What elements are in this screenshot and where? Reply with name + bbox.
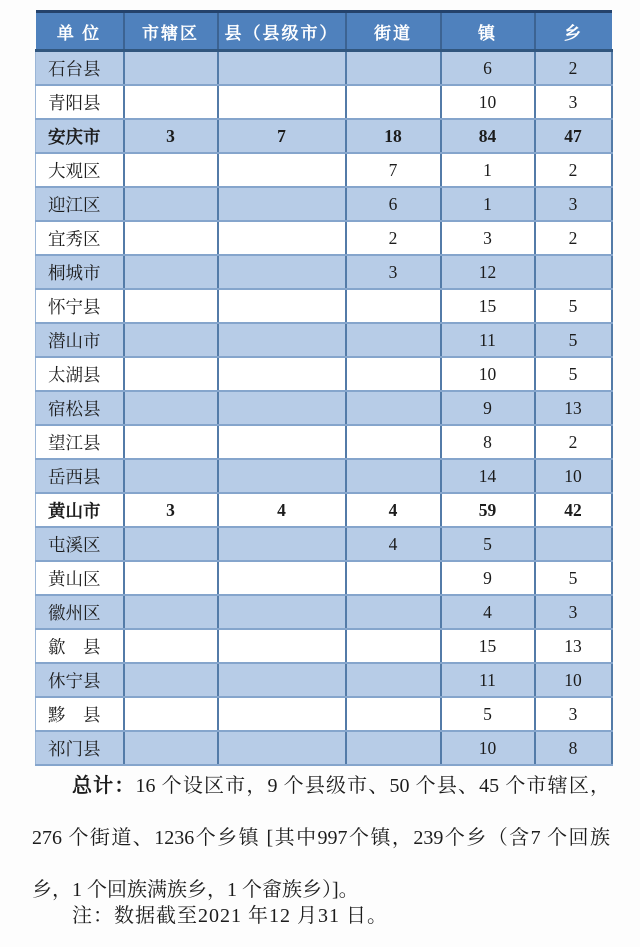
value-cell: 13	[535, 629, 612, 663]
value-cell	[346, 561, 441, 595]
value-cell: 9	[441, 561, 535, 595]
value-cell	[218, 187, 346, 221]
value-cell	[124, 357, 218, 391]
value-cell	[124, 527, 218, 561]
value-cell: 4	[218, 493, 346, 527]
value-cell	[124, 85, 218, 119]
value-cell: 3	[124, 119, 218, 153]
value-cell: 1	[441, 187, 535, 221]
unit-cell: 潜山市	[36, 323, 124, 357]
unit-cell: 黄山区	[36, 561, 124, 595]
value-cell	[124, 425, 218, 459]
unit-cell: 太湖县	[36, 357, 124, 391]
value-cell	[218, 459, 346, 493]
admin-divisions-table	[35, 10, 613, 766]
table-row	[36, 425, 612, 459]
table-row	[36, 255, 612, 289]
unit-cell: 宿松县	[36, 391, 124, 425]
value-cell	[346, 51, 441, 86]
value-cell: 5	[535, 323, 612, 357]
value-cell: 13	[535, 391, 612, 425]
value-cell	[346, 425, 441, 459]
value-cell: 11	[441, 323, 535, 357]
value-cell: 2	[535, 425, 612, 459]
table-row	[36, 459, 612, 493]
column-header: 县（县级市）	[218, 12, 346, 51]
value-cell: 11	[441, 663, 535, 697]
note-paragraph: 注：数据截至2021 年12 月31 日。	[72, 905, 388, 927]
unit-cell: 黄山市	[36, 493, 124, 527]
table-row	[36, 629, 612, 663]
table-header-row	[36, 12, 612, 51]
value-cell	[218, 85, 346, 119]
value-cell: 10	[441, 85, 535, 119]
table-row	[36, 153, 612, 187]
value-cell	[124, 459, 218, 493]
value-cell: 42	[535, 493, 612, 527]
summary-paragraph	[32, 760, 610, 916]
table-row	[36, 595, 612, 629]
value-cell	[218, 663, 346, 697]
value-cell: 14	[441, 459, 535, 493]
value-cell: 5	[441, 697, 535, 731]
value-cell	[218, 629, 346, 663]
unit-cell: 宜秀区	[36, 221, 124, 255]
unit-cell: 祁门县	[36, 731, 124, 765]
value-cell: 5	[535, 561, 612, 595]
value-cell: 4	[346, 493, 441, 527]
table-row	[36, 357, 612, 391]
value-cell	[218, 221, 346, 255]
value-cell	[218, 323, 346, 357]
unit-cell: 怀宁县	[36, 289, 124, 323]
value-cell: 84	[441, 119, 535, 153]
table-row	[36, 527, 612, 561]
table-row	[36, 323, 612, 357]
value-cell: 12	[441, 255, 535, 289]
value-cell	[346, 85, 441, 119]
table-row	[36, 663, 612, 697]
summary-label: 总计：	[72, 775, 136, 797]
value-cell	[124, 221, 218, 255]
value-cell	[535, 527, 612, 561]
value-cell: 5	[535, 357, 612, 391]
column-header: 乡	[535, 12, 612, 51]
unit-cell: 屯溪区	[36, 527, 124, 561]
value-cell: 2	[535, 153, 612, 187]
value-cell	[218, 391, 346, 425]
value-cell	[346, 289, 441, 323]
value-cell	[124, 153, 218, 187]
value-cell: 4	[346, 527, 441, 561]
value-cell: 10	[441, 731, 535, 765]
unit-cell: 青阳县	[36, 85, 124, 119]
value-cell	[124, 323, 218, 357]
unit-cell: 望江县	[36, 425, 124, 459]
unit-cell: 徽州区	[36, 595, 124, 629]
value-cell	[346, 663, 441, 697]
table-row	[36, 221, 612, 255]
value-cell: 18	[346, 119, 441, 153]
value-cell	[218, 255, 346, 289]
value-cell: 3	[535, 595, 612, 629]
unit-cell: 大观区	[36, 153, 124, 187]
unit-cell: 安庆市	[36, 119, 124, 153]
value-cell	[218, 527, 346, 561]
table-row	[36, 119, 612, 153]
value-cell: 2	[346, 221, 441, 255]
value-cell	[218, 595, 346, 629]
table-row	[36, 51, 612, 86]
value-cell: 5	[535, 289, 612, 323]
value-cell: 3	[535, 85, 612, 119]
value-cell	[218, 51, 346, 86]
value-cell	[218, 561, 346, 595]
unit-cell: 迎江区	[36, 187, 124, 221]
value-cell: 7	[218, 119, 346, 153]
value-cell	[218, 697, 346, 731]
unit-cell: 黟 县	[36, 697, 124, 731]
table-row	[36, 289, 612, 323]
value-cell: 59	[441, 493, 535, 527]
table-row	[36, 187, 612, 221]
value-cell: 4	[441, 595, 535, 629]
value-cell: 10	[535, 459, 612, 493]
column-header: 单 位	[36, 12, 124, 51]
value-cell	[124, 255, 218, 289]
table-row	[36, 493, 612, 527]
value-cell: 3	[535, 187, 612, 221]
value-cell: 2	[535, 221, 612, 255]
value-cell	[346, 697, 441, 731]
value-cell: 6	[346, 187, 441, 221]
value-cell: 10	[535, 663, 612, 697]
value-cell: 2	[535, 51, 612, 86]
value-cell: 10	[441, 357, 535, 391]
value-cell	[124, 561, 218, 595]
value-cell: 5	[441, 527, 535, 561]
value-cell	[124, 391, 218, 425]
value-cell	[124, 595, 218, 629]
table-row	[36, 391, 612, 425]
value-cell: 6	[441, 51, 535, 86]
value-cell	[346, 391, 441, 425]
value-cell: 3	[441, 221, 535, 255]
value-cell	[218, 289, 346, 323]
table-row	[36, 561, 612, 595]
unit-cell: 歙 县	[36, 629, 124, 663]
value-cell: 15	[441, 289, 535, 323]
unit-cell: 桐城市	[36, 255, 124, 289]
value-cell	[124, 289, 218, 323]
value-cell: 3	[535, 697, 612, 731]
value-cell	[124, 51, 218, 86]
table-row	[36, 697, 612, 731]
value-cell	[346, 595, 441, 629]
value-cell: 15	[441, 629, 535, 663]
value-cell	[346, 459, 441, 493]
table-row	[36, 85, 612, 119]
value-cell	[124, 663, 218, 697]
value-cell: 3	[346, 255, 441, 289]
value-cell	[535, 255, 612, 289]
unit-cell: 石台县	[36, 51, 124, 86]
value-cell	[218, 357, 346, 391]
value-cell	[346, 323, 441, 357]
value-cell: 3	[124, 493, 218, 527]
value-cell	[218, 153, 346, 187]
value-cell: 8	[535, 731, 612, 765]
column-header: 市辖区	[124, 12, 218, 51]
value-cell	[124, 697, 218, 731]
value-cell	[218, 425, 346, 459]
unit-cell: 休宁县	[36, 663, 124, 697]
value-cell: 9	[441, 391, 535, 425]
value-cell	[346, 629, 441, 663]
value-cell: 1	[441, 153, 535, 187]
value-cell: 47	[535, 119, 612, 153]
value-cell	[346, 357, 441, 391]
column-header: 镇	[441, 12, 535, 51]
unit-cell: 岳西县	[36, 459, 124, 493]
summary-text: 16 个设区市，9 个县级市、50 个县、45 个市辖区，276 个街道、1236个乡镇 [其中997个镇，239个乡（含7 个回族乡，1 个回族满族乡，1 个畲族乡）]。	[32, 775, 610, 901]
value-cell	[124, 187, 218, 221]
value-cell: 7	[346, 153, 441, 187]
column-header: 街道	[346, 12, 441, 51]
value-cell	[124, 629, 218, 663]
value-cell: 8	[441, 425, 535, 459]
